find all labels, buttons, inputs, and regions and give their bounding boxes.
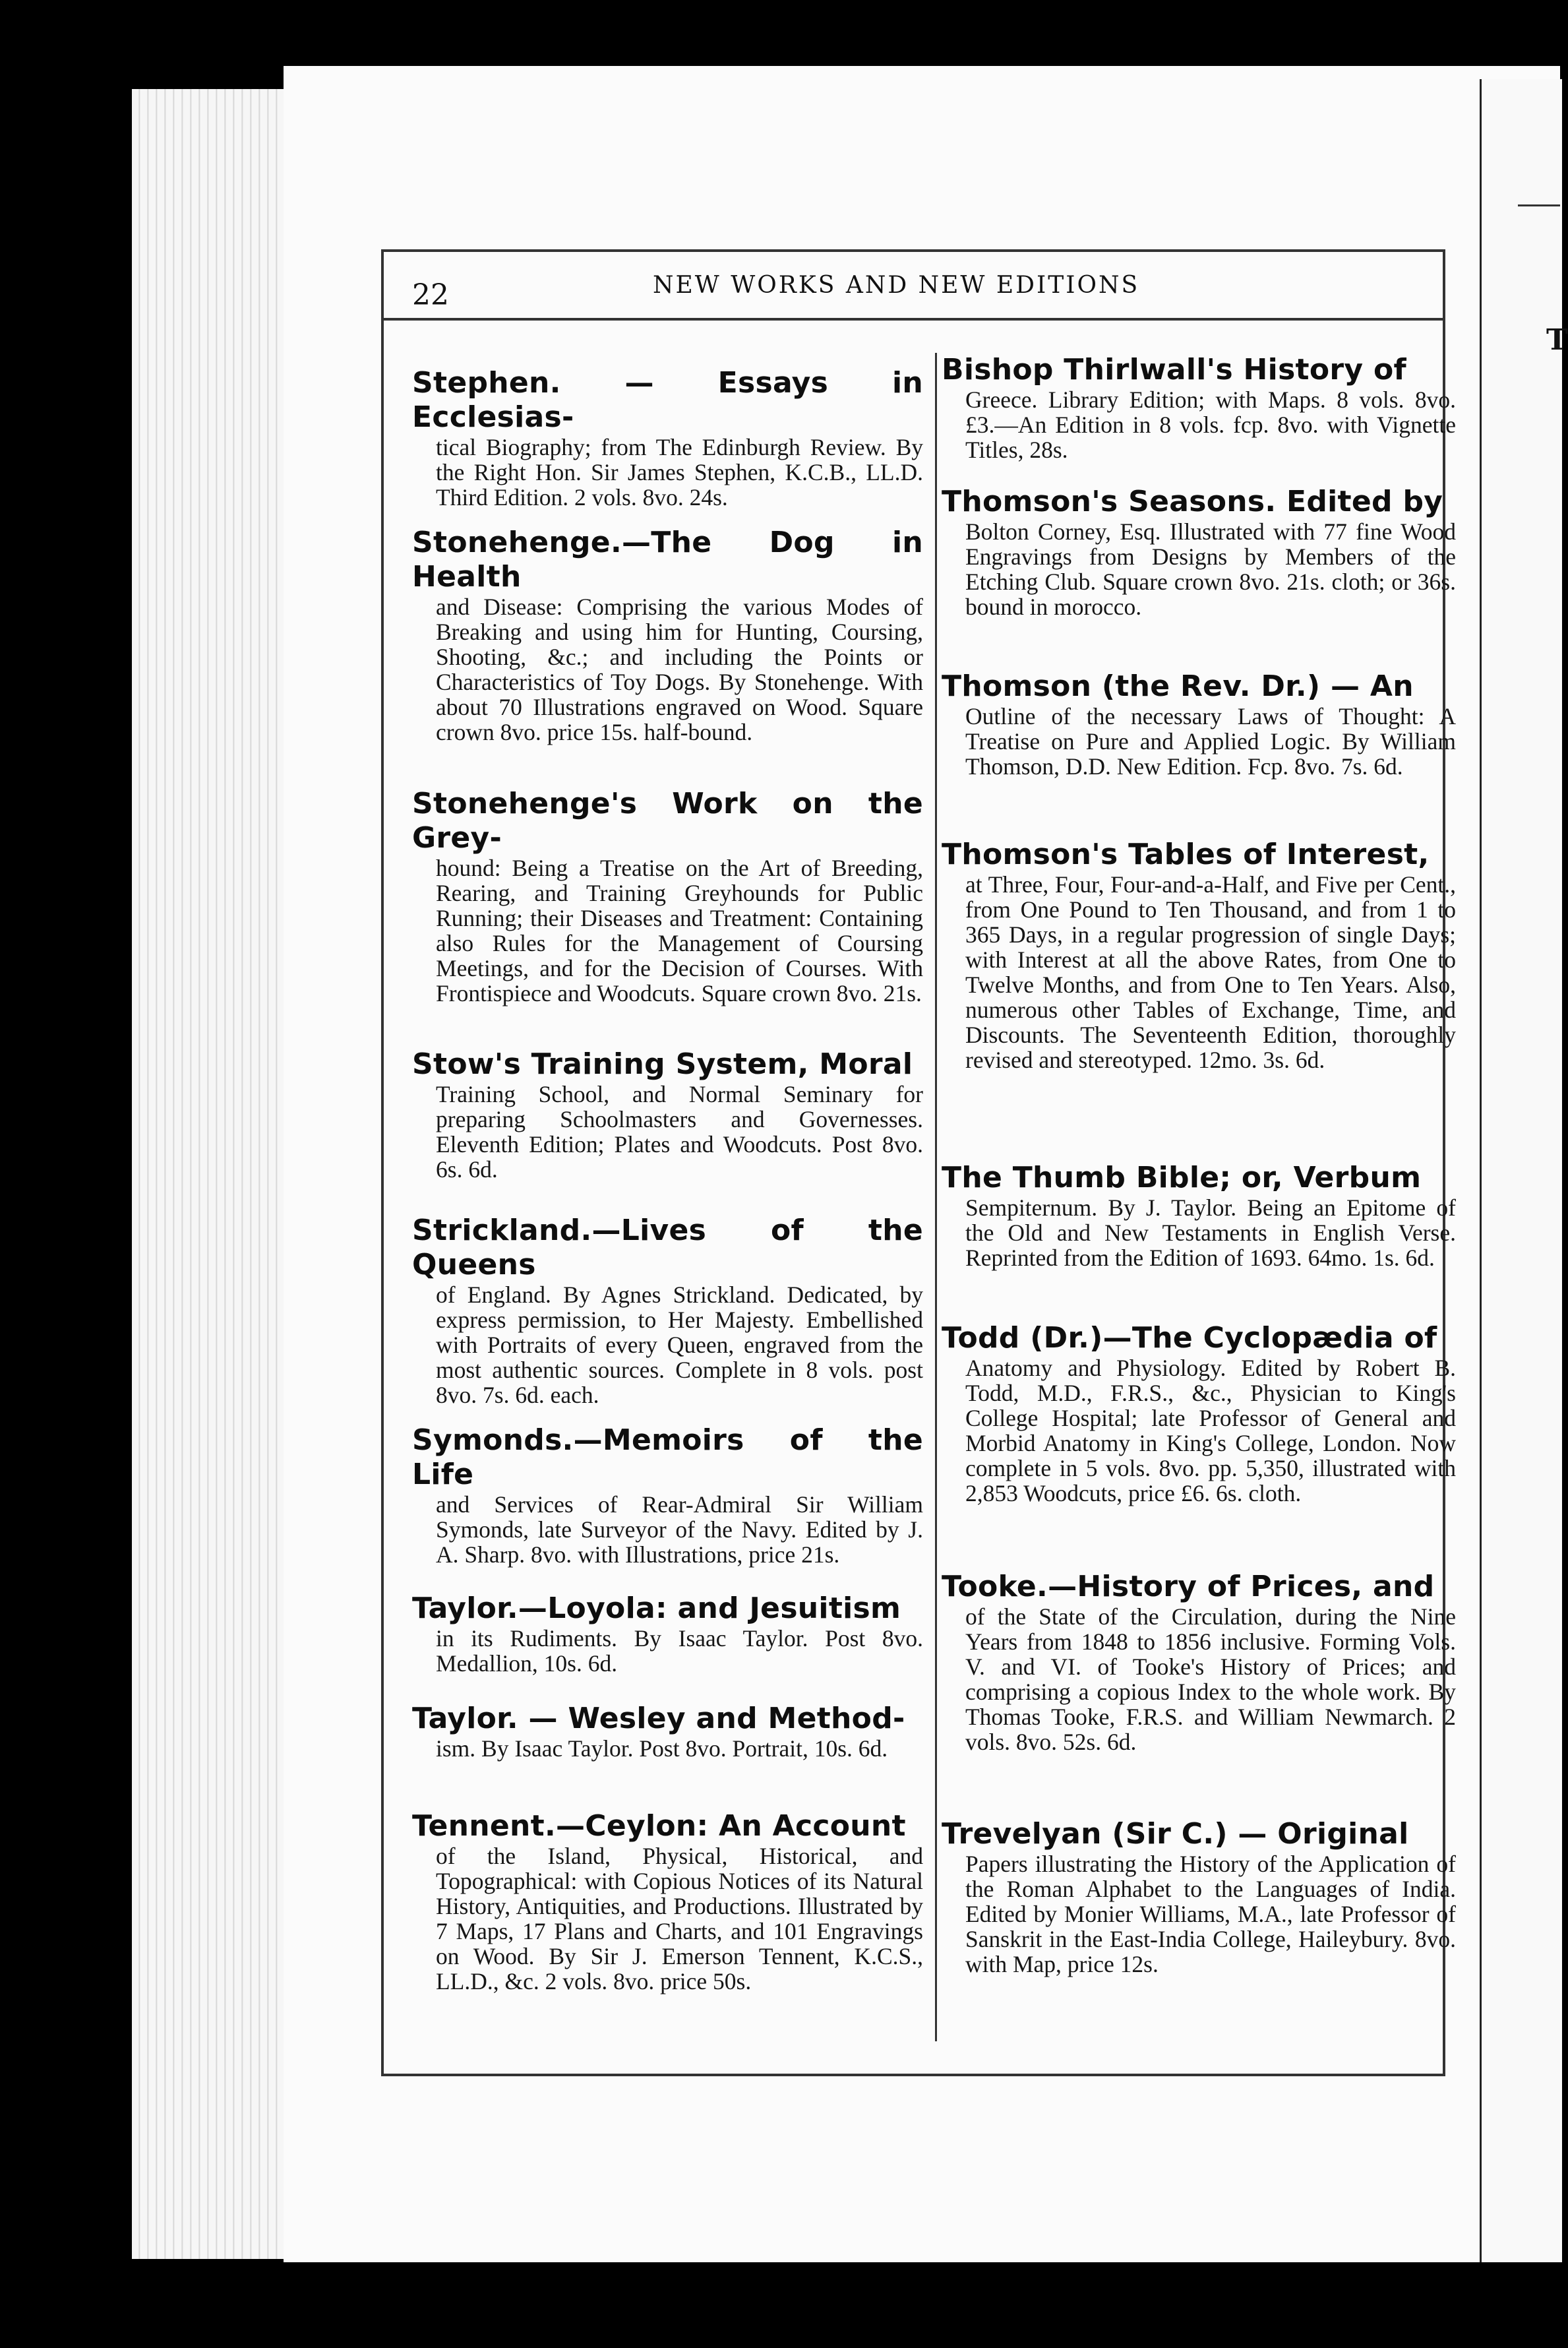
facing-page-edge [1480, 79, 1562, 2262]
entry-heading: Todd (Dr.)—The Cyclopædia of [942, 1321, 1437, 1355]
entry-body: Greece. Library Edition; with Maps. 8 vols. 8vo. £3.—An Edition in 8 vols. fcp. 8vo. with Vignette Titles, 28s. [965, 386, 1456, 463]
catalog-entry [942, 353, 1456, 462]
entry-heading: Taylor.—Loyola: and Jesuitism [412, 1591, 901, 1625]
entry-heading: Tooke.—History of Prices, and [942, 1570, 1435, 1603]
entry-heading: Thomson's Tables of Interest, [942, 838, 1430, 871]
entry-heading: Stonehenge.—The Dog in Health [412, 526, 923, 594]
entry-heading: Taylor. — Wesley and Method- [412, 1702, 905, 1735]
page-number: 22 [412, 278, 449, 312]
catalog-entry [942, 669, 1456, 779]
entry-heading: Strickland.—Lives of the Queens [412, 1214, 923, 1282]
entry-body: of the State of the Circulation, during the Nine Years from 1848 to 1856 inclusive. Forming Vols. V. and VI. of Tooke's History of Prices; and comprising a copious Index to the whole work. By Thomas Tooke, F.R.S. and William Newmarch. 2 vols. 8vo. 52s. 6d. [965, 1603, 1456, 1755]
catalog-entry [412, 1214, 923, 1407]
catalog-entry [942, 838, 1456, 1072]
catalog-entry [412, 366, 923, 510]
running-head: NEW WORKS AND NEW EDITIONS [653, 272, 1140, 299]
entry-heading: Bishop Thirlwall's History of [942, 353, 1406, 386]
catalog-entry [412, 1702, 923, 1761]
facing-page-rule [1518, 204, 1560, 206]
entry-heading: The Thumb Bible; or, Verbum [942, 1161, 1422, 1194]
entry-body: in its Rudiments. By Isaac Taylor. Post 8vo. Medallion, 10s. 6d. [436, 1625, 923, 1677]
entry-heading: Tennent.—Ceylon: An Account [412, 1809, 906, 1843]
entry-heading: Thomson (the Rev. Dr.) — An [942, 669, 1414, 703]
entry-body: and Services of Rear-Admiral Sir William Symonds, late Surveyor of the Navy. Edited by J. A. Sharp. 8vo. with Illustrations, price 21s. [436, 1491, 923, 1568]
header-rule [381, 318, 1445, 321]
entry-body: and Disease: Comprising the various Modes of Breaking and using him for Hunting, Coursing, Shooting, &c.; and including the Points or Characteristics of Toy Dogs. By Stonehenge. With about 70 Illustrations engraved on Wood. Square crown 8vo. price 15s. half-bound. [436, 594, 923, 745]
catalog-entry [412, 1591, 923, 1676]
entry-body: of the Island, Physical, Historical, and Topographical: with Copious Notices of its Natural History, Antiquities, and Productions. Illustrated by 7 Maps, 17 Plans and Charts, and 101 Engravings on Wood. By Sir J. Emerson Tennent, K.C.S., LL.D., &c. 2 vols. 8vo. price 50s. [436, 1843, 923, 1994]
catalog-entry [412, 1809, 923, 1994]
entry-body: at Three, Four, Four-and-a-Half, and Five per Cent., from One Pound to Ten Thousand, and from 1 to 365 Days, in a regular progression of single Days; with Interest at all the above Rates, from One to Twelve Months, and from One to Ten Years. Also, numerous other Tables of Exchange, Time, and Discounts. The Seventeenth Edition, thoroughly revised and stereotyped. 12mo. 3s. 6d. [965, 871, 1456, 1073]
entry-body: hound: Being a Treatise on the Art of Breeding, Rearing, and Training Greyhounds for Public Running; their Diseases and Treatment: Containing also Rules for the Management of Coursing Meetings, and for the Decision of Courses. With Frontispiece and Woodcuts. Square crown 8vo. 21s. [436, 855, 923, 1006]
catalog-entry [942, 1570, 1456, 1754]
entry-heading: Stephen. — Essays in Ecclesias- [412, 366, 923, 434]
catalog-entry [942, 1321, 1456, 1506]
column-divider [935, 353, 937, 2041]
entry-body: Training School, and Normal Seminary for preparing Schoolmasters and Governesses. Eleventh Edition; Plates and Woodcuts. Post 8vo. 6s. 6d. [436, 1081, 923, 1183]
entry-body: of England. By Agnes Strickland. Dedicated, by express permission, to Her Majesty. Embellished with Portraits of every Queen, engraved from the most authentic sources. Complete in 8 vols. post 8vo. 7s. 6d. each. [436, 1282, 923, 1408]
entry-body: Sempiternum. By J. Taylor. Being an Epitome of the Old and New Testaments in English Verse. Reprinted from the Edition of 1693. 64mo. 1s. 6d. [965, 1194, 1456, 1271]
entry-body: Outline of the necessary Laws of Thought: A Treatise on Pure and Applied Logic. By William Thomson, D.D. New Edition. Fcp. 8vo. 7s. 6d. [965, 703, 1456, 780]
entry-body: Bolton Corney, Esq. Illustrated with 77 fine Wood Engravings from Designs by Members of the Etching Club. Square crown 8vo. 21s. cloth; or 36s. bound in morocco. [965, 518, 1456, 620]
catalog-entry [412, 1423, 923, 1567]
entry-body: ism. By Isaac Taylor. Post 8vo. Portrait, 10s. 6d. [436, 1735, 888, 1762]
entry-heading: Stonehenge's Work on the Grey- [412, 787, 923, 855]
catalog-entry [412, 526, 923, 745]
entry-body: tical Biography; from The Edinburgh Review. By the Right Hon. Sir James Stephen, K.C.B., LL.D. Third Edition. 2 vols. 8vo. 24s. [436, 434, 923, 510]
catalog-entry [942, 1817, 1456, 1977]
entry-heading: Thomson's Seasons. Edited by [942, 485, 1443, 518]
catalog-entry [412, 1047, 923, 1182]
entry-body: Papers illustrating the History of the Application of the Roman Alphabet to the Languages of India. Edited by Monier Williams, M.A., late Professor of Sanskrit in the East-India College, Haileybury. 8vo. with Map, price 12s. [965, 1851, 1456, 1977]
catalog-entry [942, 1161, 1456, 1270]
entry-heading: Stow's Training System, Moral [412, 1047, 913, 1081]
book-page-edges [132, 89, 290, 2259]
facing-page-letter: T [1546, 323, 1568, 357]
entry-body: Anatomy and Physiology. Edited by Robert B. Todd, M.D., F.R.S., &c., Physician to King's College Hospital; late Professor of General and Morbid Anatomy in King's College, London. Now complete in 5 vols. 8vo. pp. 5,350, illustrated with 2,853 Woodcuts, price £6. 6s. cloth. [965, 1355, 1456, 1506]
entry-heading: Symonds.—Memoirs of the Life [412, 1423, 923, 1491]
catalog-entry [942, 485, 1456, 619]
entry-heading: Trevelyan (Sir C.) — Original [942, 1817, 1409, 1851]
catalog-entry [412, 787, 923, 1006]
